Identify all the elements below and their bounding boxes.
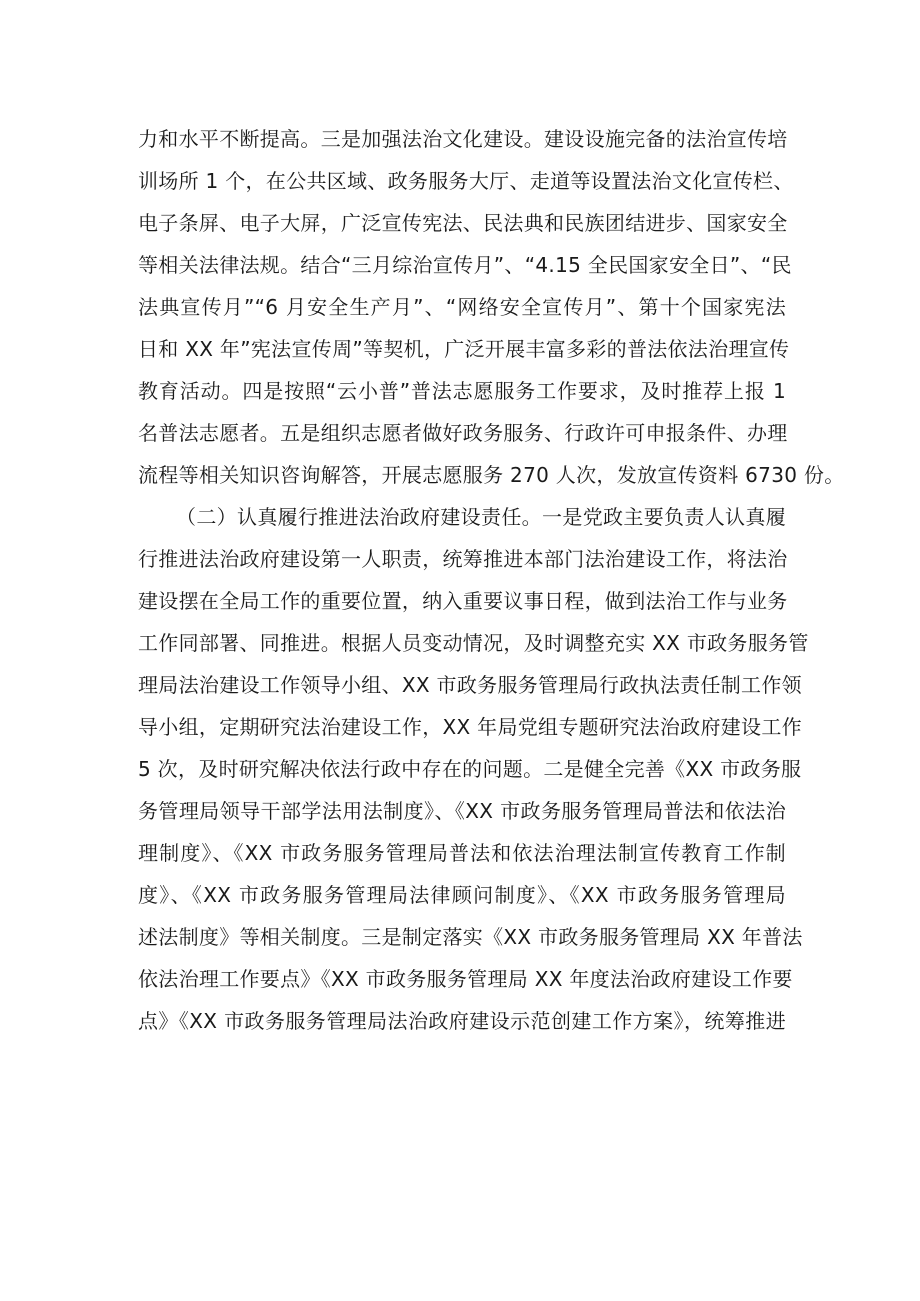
text-line: 工作同部署、同推进。根据人员变动情况，及时调整充实 XX 市政务服务管 [138,631,809,655]
text-line: 述法制度》等相关制度。三是制定落实《XX 市政务服务管理局 XX 年普法 [138,925,803,949]
paragraph-heading-line: （二）认真履行推进法治政府建设责任。一是党政主要负责人认真履 [176,505,786,529]
text-line: 等相关法律法规。结合“三月综治宣传月”、“4.15 全民国家安全日”、“民 [138,253,792,277]
text-line: 点》《XX 市政务服务管理局法治政府建设示范创建工作方案》，统筹推进 [138,1009,786,1033]
text-line: 电子条屏、电子大屏，广泛宣传宪法、民法典和民族团结进步、国家安全 [138,211,788,235]
text-line: 日和 XX 年”宪法宣传周”等契机，广泛开展丰富多彩的普法依法治理宣传 [138,337,790,361]
text-line: 名普法志愿者。五是组织志愿者做好政务服务、行政许可申报条件、办理 [138,421,788,445]
document-body [138,118,845,1042]
text-line: 训场所 1 个，在公共区域、政务服务大厅、走道等设置法治文化宣传栏、 [138,169,794,193]
text-line: 导小组，定期研究法治建设工作，XX 年局党组专题研究法治政府建设工作 [138,715,802,739]
text-line: 依法治理工作要点》《XX 市政务服务管理局 XX 年度法治政府建设工作要 [138,967,793,991]
text-line: 5 次，及时研究解决依法行政中存在的问题。二是健全完善《XX 市政务服 [138,757,802,781]
paragraph-1 [138,118,845,496]
text-line: 建设摆在全局工作的重要位置，纳入重要议事日程，做到法治工作与业务 [138,589,788,613]
paragraph-2 [138,496,809,1042]
text-line: 教育活动。四是按照“云小普”普法志愿服务工作要求，及时推荐上报 1 [138,379,786,403]
text-line: 务管理局领导干部学法用法制度》、《XX 市政务服务管理局普法和依法治 [138,799,786,823]
text-line: 理制度》、《XX 市政务服务管理局普法和依法治理法制宣传教育工作制 [138,841,786,865]
text-line: 理局法治建设工作领导小组、XX 市政务服务管理局行政执法责任制工作领 [138,673,802,697]
text-line: 力和水平不断提高。三是加强法治文化建设。建设设施完备的法治宣传培 [138,127,788,151]
text-line: 度》、《XX 市政务服务管理局法律顾问制度》、《XX 市政务服务管理局 [138,883,786,907]
text-line: 行推进法治政府建设第一人职责，统筹推进本部门法治建设工作，将法治 [138,547,788,571]
text-line: 流程等相关知识咨询解答，开展志愿服务 270 人次，发放宣传资料 6730 份。 [138,463,845,487]
text-line: 法典宣传月”“6 月安全生产月”、“网络安全宣传月”、第十个国家宪法 [138,295,786,319]
